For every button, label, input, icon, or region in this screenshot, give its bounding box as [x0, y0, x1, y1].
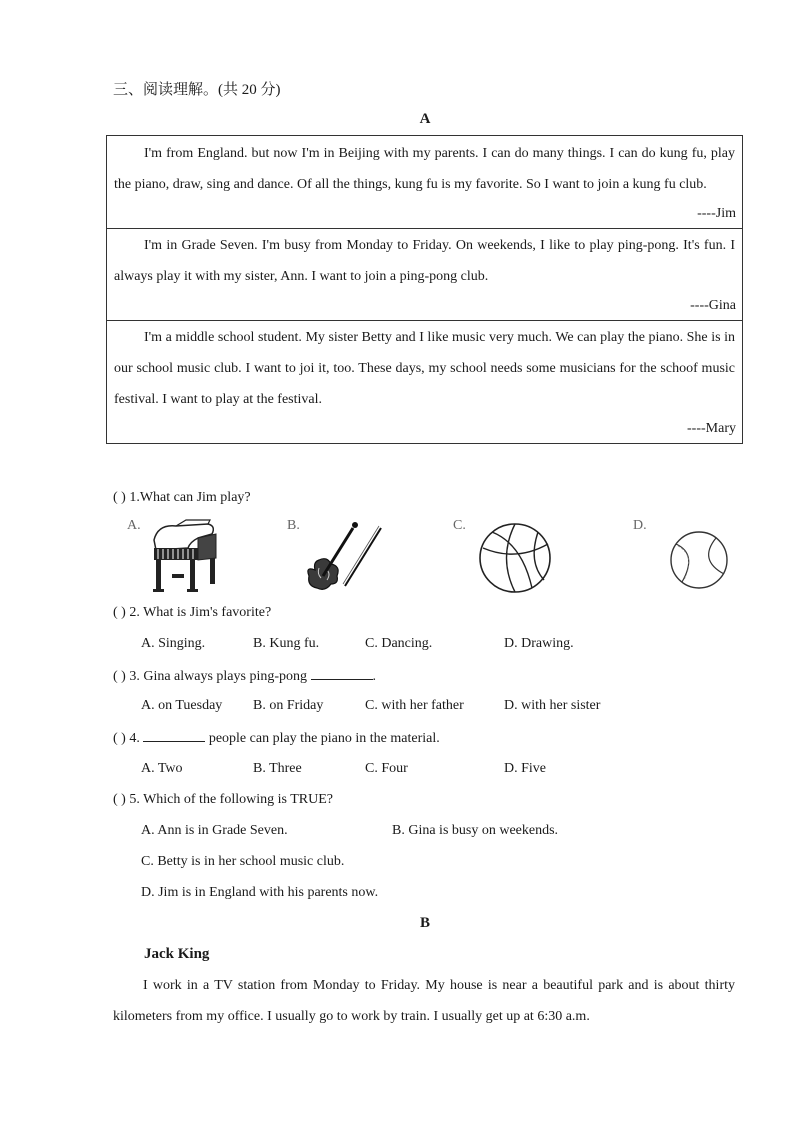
passage-text: I'm from England. but now I'm in Beijing with my parents. I can do many things. I can do kung fu, play the piano, draw, sing and dance. Of all the things, kung fu is my favorite. So I want to join a kung fu club. [114, 146, 735, 192]
fill-blank[interactable] [143, 727, 205, 742]
question-number: 2. [129, 605, 140, 620]
question-number: 1. [129, 490, 140, 505]
picture-option-label: C. [453, 518, 466, 533]
part-a-title: A [419, 111, 431, 127]
passage-gina [107, 228, 742, 320]
option-a[interactable]: A. on Tuesday [141, 698, 223, 713]
option-c[interactable]: C. Betty is in her school music club. [141, 854, 345, 869]
passage-signature: ----Mary [687, 421, 736, 436]
option-d[interactable]: D. Jim is in England with his parents now. [141, 885, 379, 900]
fill-blank[interactable] [311, 665, 373, 680]
option-b[interactable]: B. Gina is busy on weekends. [392, 823, 559, 838]
question-text: What can Jim play? [139, 490, 251, 505]
violin-icon [303, 520, 385, 597]
answer-bracket[interactable]: ( ) [113, 490, 126, 505]
option-a[interactable]: A. Ann is in Grade Seven. [141, 823, 288, 838]
answer-bracket[interactable]: ( ) [113, 669, 126, 684]
passage-text: I'm a middle school student. My sister Betty and I like music very much. We can play the piano. She is in our school music club. I want to joi it, too. These days, my school needs some musicians for the schoof music festival. I want to play at the festival. [114, 330, 735, 407]
part-b-name: Jack King [144, 946, 210, 962]
option-b[interactable]: B. Kung fu. [253, 636, 320, 651]
option-b[interactable]: B. Three [253, 761, 302, 776]
part-b-title: B [419, 915, 430, 931]
option-a[interactable]: A. Two [141, 761, 183, 776]
picture-option-label: B. [287, 518, 300, 533]
answer-bracket[interactable]: ( ) [113, 605, 126, 620]
answer-bracket[interactable]: ( ) [113, 792, 126, 807]
option-c[interactable]: C. Dancing. [365, 636, 433, 651]
option-c[interactable]: C. with her father [365, 698, 464, 713]
question-number: 3. [129, 669, 140, 684]
basketball-icon [478, 522, 554, 599]
passage-signature: ----Gina [690, 298, 736, 313]
option-a[interactable]: A. Singing. [141, 636, 206, 651]
question-3 [113, 665, 376, 687]
section-heading: 三、阅读理解。(共 20 分) [113, 82, 281, 98]
option-c[interactable]: C. Four [365, 761, 408, 776]
question-1 [113, 488, 251, 508]
question-text-end: . [372, 669, 377, 684]
option-b[interactable]: B. on Friday [253, 698, 324, 713]
answer-bracket[interactable]: ( ) [113, 731, 126, 746]
question-5 [113, 790, 333, 810]
question-2 [113, 603, 271, 623]
piano-icon [150, 518, 222, 599]
question-text: What is Jim's favorite? [143, 605, 272, 620]
part-b-text: I work in a TV station from Monday to Friday. My house is near a beautiful park and is about thirty kilometers from my office. I usually go to work by train. I usually get up at 6:30 a.m. [113, 978, 735, 1024]
tennis-ball-icon [668, 530, 730, 595]
option-d[interactable]: D. Drawing. [504, 636, 574, 651]
question-number: 4. [129, 731, 140, 746]
option-d[interactable]: D. with her sister [504, 698, 601, 713]
passage-mary [107, 320, 742, 443]
question-text: Which of the following is TRUE? [143, 792, 333, 807]
question-number: 5. [129, 792, 140, 807]
passage-jim [107, 136, 742, 228]
passages-box [106, 135, 743, 444]
option-d[interactable]: D. Five [504, 761, 546, 776]
question-text: Gina always plays ping-pong [143, 669, 308, 684]
question-4 [113, 727, 440, 749]
passage-text: I'm in Grade Seven. I'm busy from Monday to Friday. On weekends, I like to play ping-pong. It's fun. I always play it with my sister, Ann. I want to join a ping-pong club. [114, 238, 735, 284]
question-text: people can play the piano in the material. [208, 731, 440, 746]
passage-signature: ----Jim [697, 206, 736, 221]
picture-option-label: D. [633, 518, 647, 533]
picture-option-label: A. [127, 518, 141, 533]
